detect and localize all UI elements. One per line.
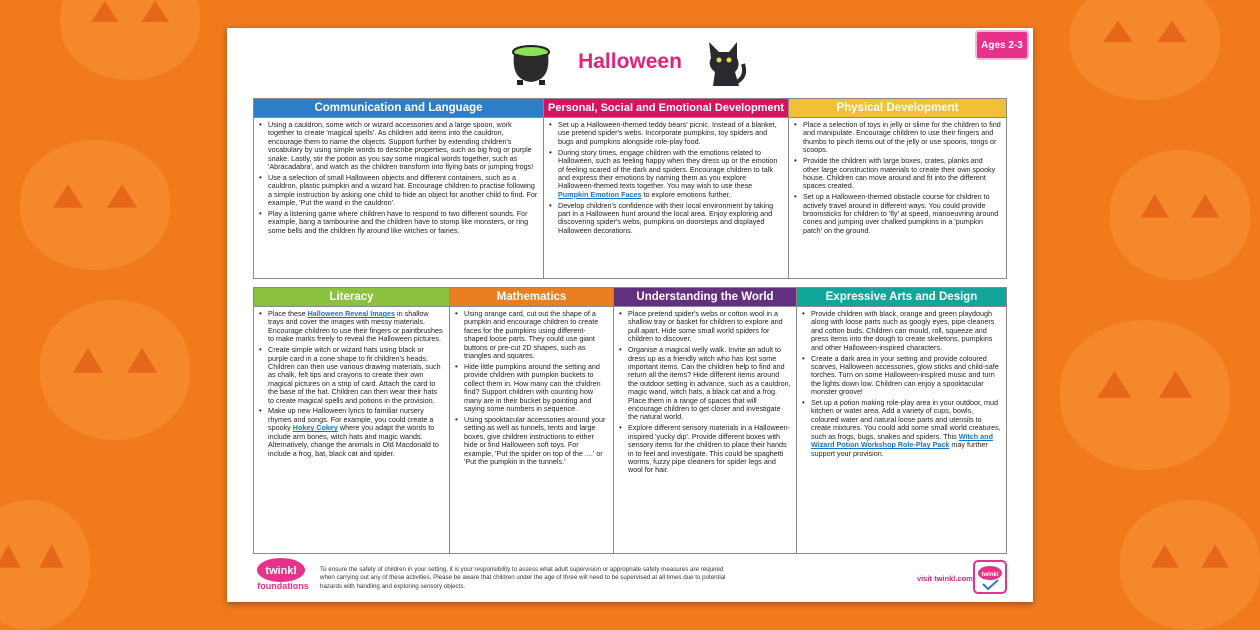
section-expressive-arts: [797, 287, 1007, 554]
item-text: in shallow trays and cover the images with messy materials. Encourage children to use their fingers or paintbrushes to make marks freely to reveal the Halloween pictures.: [268, 309, 443, 344]
potion-workshop-link[interactable]: Witch and Wizard Potion Workshop Role-Play Pack: [811, 431, 993, 450]
area-row-1: [253, 98, 1007, 279]
list-item: • Place pretend spider's webs or cotton wool in a shallow tray or basket for children to explore and pull apart. Hide some small world spiders for children to discover.: [618, 310, 791, 344]
list-item: • Develop children's confidence with their local environment by taking part in a Halloween hunt around the local area. Enjoy exploring and discovering spider's webs, pumpkins on doorsteps and displayed Halloween decorations.: [548, 202, 783, 236]
section-personal-social-emotional: [544, 98, 789, 279]
list-item: • Hide little pumpkins around the setting and provide children with pumpkin buckets to collect them in. How many can the children find? Support children with counting how many are in their bucket by pointing and saying some numbers in sequence.: [454, 363, 608, 413]
black-cat-icon: [701, 36, 747, 90]
section-title: Understanding the World: [614, 288, 796, 307]
list-item: [548, 149, 783, 199]
logo-subtext: foundations: [257, 581, 309, 591]
section-communication: [253, 98, 544, 279]
list-item: • Set up a Halloween-themed obstacle course for children to actively travel around in different ways. You could provide broomsticks for children to 'fly' at speed, manoeuvring around cones and jumping over chalked pumpkins in a 'pumpkin patch' on the ground.: [793, 193, 1001, 235]
section-title: Mathematics: [450, 288, 613, 307]
list-item: • Play a listening game where children have to respond to two different sounds. For example, bang a tambourine and the children have to stomp like monsters, or ring some bells and the children fly around like witches or fairies.: [258, 210, 538, 235]
safety-disclaimer: To ensure the safety of children in your setting, it is your responsibility to assess what adult supervision or appropriate safety measures are required when carrying out any of these activities. Please be aware that children under the age of three will need to be supervised at all times due to potential hazards with handling and exploring sensory objects.: [320, 566, 726, 590]
list-item: • Set up a Halloween-themed teddy bears' picnic. Instead of a blanket, use pretend spider's webs. Incorporate pumpkins, toy spiders and bugs and pumpkins alongside role-play food.: [548, 121, 783, 146]
background-pumpkin: [1110, 150, 1250, 280]
section-title: Expressive Arts and Design: [797, 288, 1006, 307]
list-item: [801, 399, 1001, 458]
twinkl-link[interactable]: visit twinkl.com: [917, 574, 973, 583]
background-pumpkin: [60, 0, 200, 80]
section-understanding-the-world: [614, 287, 797, 554]
list-item: • Provide the children with large boxes, crates, planks and other large construction materials to create their own spooky house. Children can move around and fit into the different spaces created.: [793, 157, 1001, 191]
list-item: • Create simple witch or wizard hats using black or purple card in a cone shape to fit children's heads. Children can then use various drawing materials, such as chalk, felt tips and crayons to create their own magical pictures on a strip of card. Attach the card to the base of the hat. Children can then wear their hats to create magical spells and potions in the provision.: [258, 346, 444, 405]
header: [227, 28, 1033, 98]
section-mathematics: [450, 287, 614, 554]
item-text: Make up new Halloween lyrics to familiar nursery rhymes and songs. For example, you could create a spooky: [268, 406, 434, 433]
section-physical: [789, 98, 1007, 279]
item-text: to explore emotions further.: [641, 189, 731, 199]
footer: [227, 546, 1033, 602]
list-item: • Use a selection of small Halloween objects and different containers, such as a cauldron, plastic pumpkin and a wizard hat. Encourage children to practise following a simple instruction by asking one child to hide an object for another child to find. For example, 'Put the wand in the cauldron'.: [258, 174, 538, 208]
list-item: • Place a selection of toys in jelly or slime for the children to find and manipulate. Encourage children to use their fingers and thumbs to pinch items out of the jelly or use spoons, tongs or scoops.: [793, 121, 1001, 155]
list-item: • Using orange card, cut out the shape of a pumpkin and encourage children to create faces for the pumpkins using different-shaped loose parts. They could use giant buttons or pre-cut 2D shapes, such as triangles and squares.: [454, 310, 608, 360]
background-pumpkin: [0, 500, 90, 630]
hokey-cokey-link[interactable]: Hokey Cokey: [292, 423, 338, 433]
item-text: During story times, engage children with the emotions related to Halloween, such as feeling happy when they dress up or the emotion of feeling scared of the dark and spiders. Encourage children to talk and express their emotions by naming them as you explore Halloween-themed texts together. You may wish to use these: [558, 147, 778, 191]
item-text: Place these: [268, 309, 308, 318]
list-item: • Create a dark area in your setting and provide coloured scarves, Halloween accessories, glow sticks and child-safe torches. Turn on some Halloween-inspired music and turn the lights down low. Children can enjoy a spooktacular monster groove!: [801, 355, 1001, 397]
list-item: • Provide children with black, orange and green playdough along with loose parts such as googly eyes, pipe cleaners and cotton buds. Children can mould, roll, squeeze and press items into the dough to create skeletons, pumpkins and other Halloween-inspired characters.: [801, 310, 1001, 352]
background-pumpkin: [40, 300, 190, 440]
item-text: where you adapt the words to include arm bones, witch hats and magic wands. Alternatively, change the animals in Old Macdonald to include a frog, bat, black cat and spider.: [268, 423, 439, 458]
section-title: Communication and Language: [254, 99, 543, 118]
logo-text: twinkl: [265, 565, 297, 577]
list-item: • Using a cauldron, some witch or wizard accessories and a large spoon, work together to create 'magical spells'. As children add items into the cauldron, encourage them to name the objects. Support further by extending children's vocabulary by using simple words to describe properties, such as big frog or purple snake. Lastly, stir the potion as you say some magical words together, such as 'Abracadabra', and watch as the children transform into flying bats or jumping frogs!: [258, 121, 538, 171]
badge-text: twinkl: [981, 572, 999, 578]
background-pumpkin: [1060, 320, 1230, 470]
item-text: may further support your provision.: [811, 440, 988, 458]
section-title: Literacy: [254, 288, 449, 307]
background-pumpkin: [1070, 0, 1220, 100]
item-text: Set up a potion making role-play area in your outdoor, mud kitchen or water area. Add a variety of cups, bowls, coloured water and natural loose parts and utensils to create mixtures. You could add some small world creatures, such as frogs, bugs, snakes and spiders. This: [811, 398, 1001, 441]
list-item: • Explore different sensory materials in a Halloween-inspired 'yucky dip'. Provide different boxes with sensory items for the children to place their hands in to feel and investigate. This could be spaghetti worms, fuzzy pipe cleaners for spider legs and wool for hair.: [618, 424, 791, 474]
background-pumpkin: [1120, 500, 1260, 630]
list-item: • Using spooktacular accessories around your setting as well as tunnels, tents and large boxes, give children instructions to either hide or find Halloween soft toys. For example, 'Put the spider on top of the ....' or 'Put the pumpkin in the tunnels.': [454, 416, 608, 466]
background-pumpkin: [20, 140, 170, 270]
area-row-2: [253, 287, 1007, 554]
list-item: [258, 407, 444, 457]
list-item: • Organise a magical welly walk. Invite an adult to dress up as a friendly witch who has lost some important items. Can the children help to find and return all the items? Hide different items around the outdoor setting in advance, such as a cauldron, magic wand, witch hats, a black cat and a frog. Place them in a range of spaces that will encourage children to get closer and investigate the natural world.: [618, 346, 791, 422]
list-item: [258, 310, 444, 344]
pumpkin-emotion-faces-link[interactable]: Pumpkin Emotion Faces: [558, 189, 642, 199]
age-badge: Ages 2-3: [975, 30, 1029, 60]
page-title: Halloween: [578, 50, 682, 73]
planning-sheet: [227, 28, 1033, 602]
halloween-reveal-images-link[interactable]: Halloween Reveal Images: [307, 309, 396, 318]
section-title: Personal, Social and Emotional Development: [544, 99, 788, 118]
quality-standard-badge: [973, 560, 1007, 594]
section-literacy: [253, 287, 450, 554]
section-title: Physical Development: [789, 99, 1006, 118]
